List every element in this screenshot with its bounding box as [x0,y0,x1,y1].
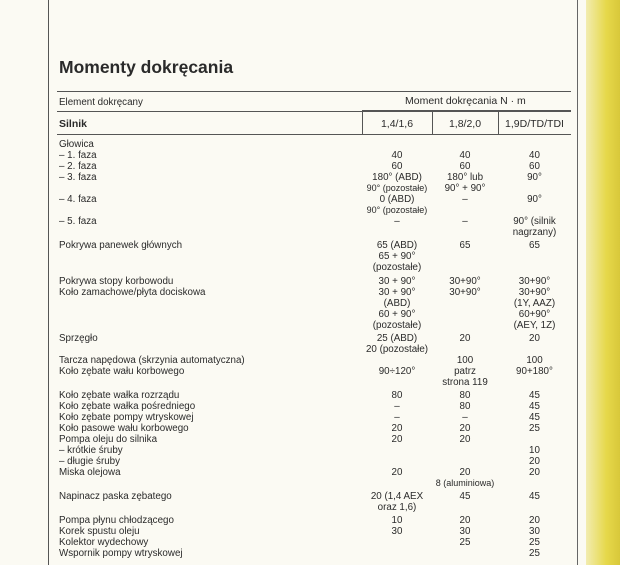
row-label: Kolektor wydechowy [59,537,149,548]
cell-c1: (pozostałe) [372,320,422,331]
cell-c2: 45 [459,491,471,502]
cell-c1: oraz 1,6) [377,502,417,513]
cell-c1: 80 [391,390,403,401]
cell-c1: 65 (ABD) [376,240,418,251]
row-label: Pokrywa panewek głównych [59,240,183,251]
row-label: Pompa oleju do silnika [59,434,158,445]
cell-c3: 25 [529,548,540,559]
cell-c3: 30+90° [518,287,551,298]
cell-c1: 90° (pozostałe) [366,183,428,193]
cell-c2: strona 119 [442,377,488,388]
cell-c3: 20 [529,467,540,478]
cell-c2: 90° + 90° [444,183,486,194]
row-label: – 2. faza [59,161,97,172]
row-label: Koło zębate wałka rozrządu [59,390,180,401]
cell-c2: 60 [459,161,471,172]
row-label: Koło zamachowe/płyta dociskowa [59,287,206,298]
col-divider-1 [362,111,363,134]
cell-c1: – [394,216,400,227]
cell-c1: – [394,412,400,423]
cell-c1: 20 [391,467,403,478]
cell-c1: 20 (pozostałe) [365,344,429,355]
row-label: Głowica [59,139,94,150]
cell-c2: – [462,194,468,205]
cell-c3: 90° (silnik [513,216,556,227]
cell-c1: 20 [391,434,403,445]
cell-c3: 20 [529,515,540,526]
cell-c3: 90° [527,194,542,205]
header-silnik: Silnik [59,118,88,130]
row-label: – 4. faza [59,194,97,205]
cell-c1: 30 + 90° [378,287,416,298]
row-label: Pokrywa stopy korbowodu [59,276,174,287]
cell-c2: – [462,216,468,227]
cell-c3: nagrzany) [512,227,557,238]
cell-c1: 20 [391,423,403,434]
frame-left [48,0,49,565]
cell-c2: 65 [459,240,471,251]
row-label: Koło zębate wałka pośredniego [59,401,196,412]
cell-c2: 100 [456,355,474,366]
cell-c1: 30 [391,526,403,537]
cell-c3: 90° [527,172,542,183]
rule-top [57,91,571,92]
cell-c2: – [462,412,468,423]
cell-c2: 20 [459,333,471,344]
row-label: – 5. faza [59,216,97,227]
col-divider-3 [498,111,499,134]
row-label: Miska olejowa [59,467,121,478]
cell-c3: (AEY, 1Z) [513,320,556,331]
cell-c3: 100 [526,355,543,366]
cell-c3: 30+90° [518,276,551,287]
cell-c3: 65 [529,240,540,251]
row-label: – 1. faza [59,150,97,161]
row-label: Koło zębate wału korbowego [59,366,185,377]
rule-header [57,111,571,112]
header-moment: Moment dokręcania N · m [405,95,526,107]
engine-col-3: 1,9D/TD/TDI [505,118,564,130]
cell-c3: 45 [529,412,540,423]
cell-c2: 8 (aluminiowa) [435,478,495,488]
row-label: – 3. faza [59,172,97,183]
cell-c1: 25 (ABD) [376,333,418,344]
cell-c3: 30 [529,526,540,537]
row-label: – krótkie śruby [59,445,123,456]
cell-c2: 30+90° [449,276,481,287]
cell-c1: (pozostałe) [372,262,422,273]
frame-right [577,0,578,565]
header-element: Element dokręcany [59,97,143,108]
cell-c2: 20 [459,423,471,434]
cell-c1: 30 + 90° [378,276,416,287]
engine-col-1: 1,4/1,6 [380,118,414,130]
cell-c3: 90+180° [516,366,553,377]
row-label: Tarcza napędowa (skrzynia automatyczna) [59,355,245,366]
cell-c1: 10 [391,515,403,526]
cell-c3: 25 [529,537,540,548]
row-label: Wspornik pompy wtryskowej [59,548,183,559]
cell-c2: 25 [459,537,471,548]
cell-c2: 80 [459,390,471,401]
row-label: Koło zębate pompy wtryskowej [59,412,194,423]
cell-c2: 80 [459,401,471,412]
cell-c3: 20 [529,333,540,344]
cell-c3: 60 [529,161,540,172]
cell-c1: 60 + 90° [378,309,416,320]
row-label: Pompa płynu chłodzącego [59,515,174,526]
cell-c2: 20 [459,467,471,478]
cell-c3: 10 [529,445,540,456]
cell-c1: – [394,401,400,412]
cell-c3: 25 [529,423,540,434]
cell-c1: 20 (1,4 AEX [370,491,424,502]
cell-c2: patrz [454,366,476,377]
cell-c1: 40 [391,150,403,161]
cell-c3: 45 [529,401,540,412]
page-edge [586,0,620,565]
cell-c3: 20 [529,456,540,467]
cell-c3: 45 [529,491,540,502]
cell-c1: (ABD) [383,298,411,309]
cell-c2: 20 [459,434,471,445]
cell-c2: 30 [459,526,471,537]
cell-c3: 60+90° [518,309,551,320]
row-label: Sprzęgło [59,333,98,344]
page-title: Momenty dokręcania [59,57,234,77]
cell-c3: 40 [529,150,540,161]
rule-header-sub [362,110,571,111]
row-label: Korek spustu oleju [59,526,140,537]
cell-c1: 0 (ABD) [379,194,415,205]
cell-c1: 65 + 90° [378,251,416,262]
cell-c1: 90° (pozostałe) [366,205,428,215]
cell-c3: 45 [529,390,540,401]
row-label: Koło pasowe wału korbowego [59,423,189,434]
cell-c1: 180° (ABD) [372,172,422,183]
rule-engine [57,134,571,135]
row-label: Napinacz paska zębatego [59,491,172,502]
col-divider-2 [432,111,433,134]
cell-c2: 20 [459,515,471,526]
cell-c2: 180° lub [446,172,484,183]
cell-c2: 30+90° [449,287,481,298]
row-label: – długie śruby [59,456,120,467]
cell-c1: 90÷120° [378,366,416,377]
engine-col-2: 1,8/2,0 [448,118,482,130]
cell-c2: 40 [459,150,471,161]
cell-c1: 60 [391,161,403,172]
cell-c3: (1Y, AAZ) [513,298,556,309]
